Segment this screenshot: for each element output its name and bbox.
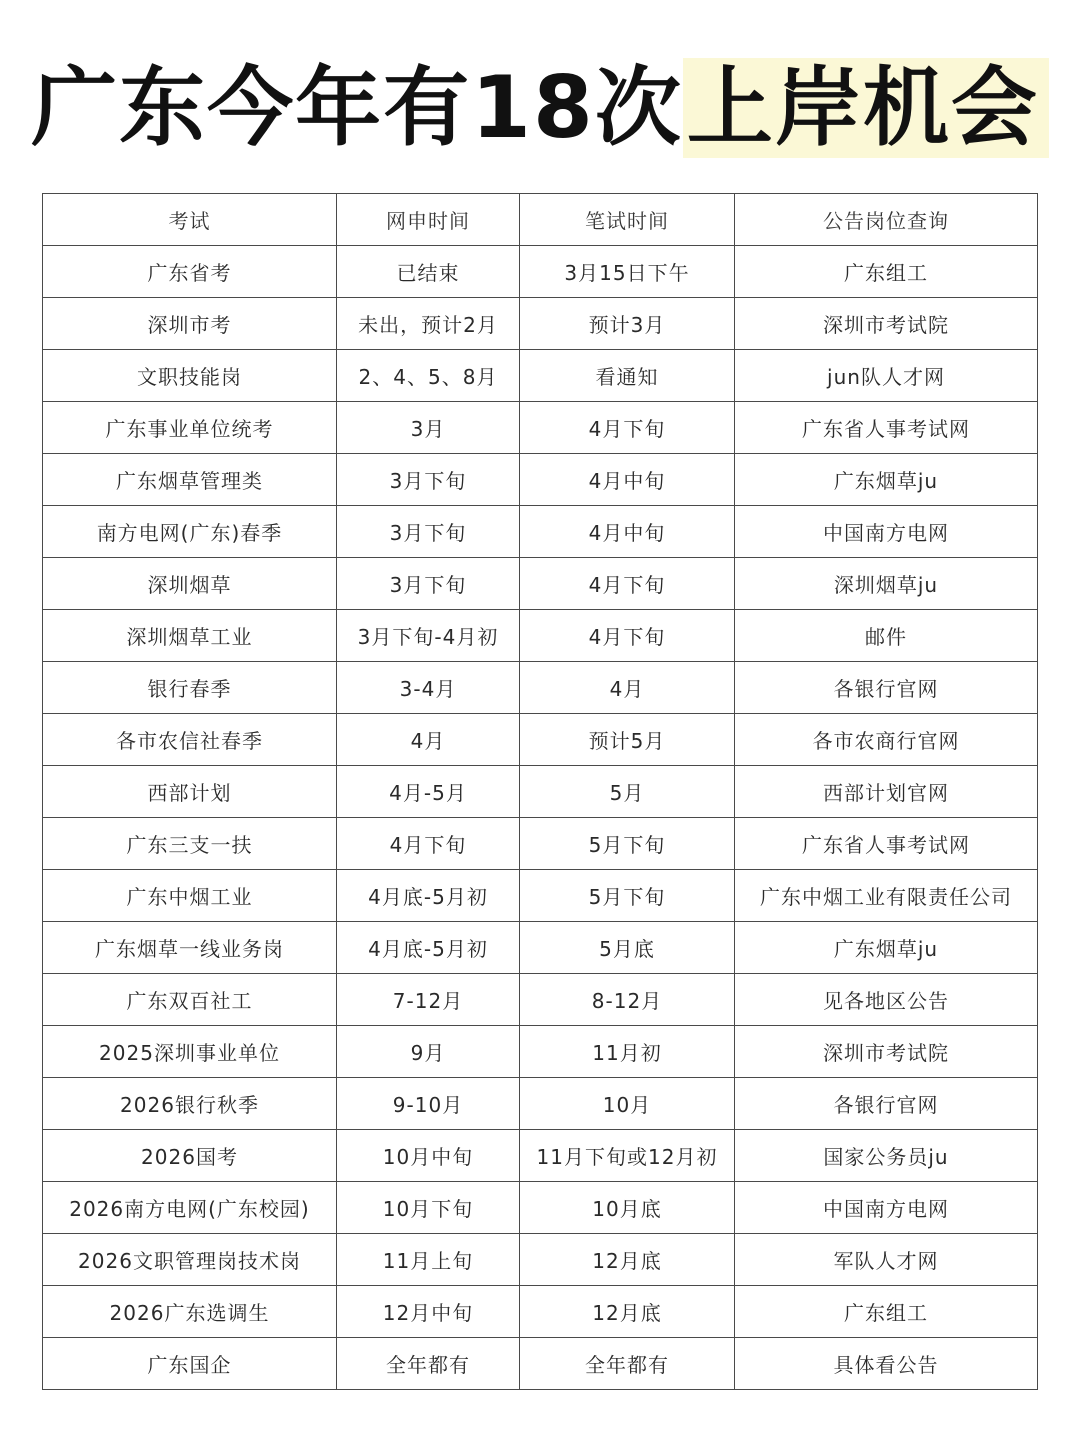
header-exam: 考试: [43, 194, 337, 246]
cell-announcement-query: 具体看公告: [735, 1338, 1038, 1390]
cell-announcement-query: 各市农商行官网: [735, 714, 1038, 766]
cell-exam: 银行春季: [43, 662, 337, 714]
table-row: [43, 350, 1038, 402]
cell-announcement-query: 见各地区公告: [735, 974, 1038, 1026]
cell-exam: 深圳烟草: [43, 558, 337, 610]
cell-exam: 广东中烟工业: [43, 870, 337, 922]
cell-written-test-time: 全年都有: [520, 1338, 735, 1390]
table-row: [43, 714, 1038, 766]
cell-exam: 2026国考: [43, 1130, 337, 1182]
table-row: [43, 766, 1038, 818]
cell-written-test-time: 12月底: [520, 1286, 735, 1338]
table-row: [43, 454, 1038, 506]
cell-written-test-time: 预计5月: [520, 714, 735, 766]
cell-written-test-time: 4月中旬: [520, 454, 735, 506]
exam-schedule-table: [42, 193, 1038, 1390]
table-row: [43, 506, 1038, 558]
cell-exam: 深圳烟草工业: [43, 610, 337, 662]
table-row: [43, 1286, 1038, 1338]
cell-announcement-query: jun队人才网: [735, 350, 1038, 402]
cell-exam: 2026广东选调生: [43, 1286, 337, 1338]
cell-exam: 2026银行秋季: [43, 1078, 337, 1130]
cell-exam: 广东事业单位统考: [43, 402, 337, 454]
cell-exam: 广东双百社工: [43, 974, 337, 1026]
cell-announcement-query: 中国南方电网: [735, 1182, 1038, 1234]
cell-written-test-time: 10月: [520, 1078, 735, 1130]
cell-application-time: 11月上旬: [337, 1234, 520, 1286]
cell-written-test-time: 5月底: [520, 922, 735, 974]
table-body: [43, 246, 1038, 1390]
header-written-test-time: 笔试时间: [520, 194, 735, 246]
cell-written-test-time: 4月中旬: [520, 506, 735, 558]
table-row: [43, 1234, 1038, 1286]
page-title: [0, 58, 1080, 158]
cell-application-time: 12月中旬: [337, 1286, 520, 1338]
cell-exam: 广东三支一扶: [43, 818, 337, 870]
cell-application-time: 9月: [337, 1026, 520, 1078]
table-header-row: [43, 194, 1038, 246]
cell-application-time: 4月: [337, 714, 520, 766]
cell-application-time: 4月-5月: [337, 766, 520, 818]
cell-exam: 文职技能岗: [43, 350, 337, 402]
cell-written-test-time: 12月底: [520, 1234, 735, 1286]
cell-application-time: 3月: [337, 402, 520, 454]
table-row: [43, 246, 1038, 298]
table-row: [43, 402, 1038, 454]
cell-application-time: 3月下旬-4月初: [337, 610, 520, 662]
table-row: [43, 1182, 1038, 1234]
cell-announcement-query: 各银行官网: [735, 662, 1038, 714]
cell-announcement-query: 广东省人事考试网: [735, 818, 1038, 870]
cell-exam: 西部计划: [43, 766, 337, 818]
cell-written-test-time: 10月底: [520, 1182, 735, 1234]
cell-application-time: 7-12月: [337, 974, 520, 1026]
cell-announcement-query: 广东烟草ju: [735, 922, 1038, 974]
cell-application-time: 2、4、5、8月: [337, 350, 520, 402]
cell-application-time: 未出，预计2月: [337, 298, 520, 350]
cell-application-time: 3-4月: [337, 662, 520, 714]
cell-exam: 广东烟草管理类: [43, 454, 337, 506]
cell-announcement-query: 中国南方电网: [735, 506, 1038, 558]
header-announcement-query: 公告岗位查询: [735, 194, 1038, 246]
cell-exam: 广东烟草一线业务岗: [43, 922, 337, 974]
cell-application-time: 10月下旬: [337, 1182, 520, 1234]
cell-announcement-query: 军队人才网: [735, 1234, 1038, 1286]
cell-written-test-time: 5月下旬: [520, 870, 735, 922]
cell-announcement-query: 深圳市考试院: [735, 298, 1038, 350]
table-row: [43, 1130, 1038, 1182]
cell-exam: 深圳市考: [43, 298, 337, 350]
cell-application-time: 10月中旬: [337, 1130, 520, 1182]
table-row: [43, 922, 1038, 974]
cell-written-test-time: 4月下旬: [520, 558, 735, 610]
cell-application-time: 4月底-5月初: [337, 922, 520, 974]
cell-written-test-time: 8-12月: [520, 974, 735, 1026]
cell-announcement-query: 广东组工: [735, 1286, 1038, 1338]
table-row: [43, 1026, 1038, 1078]
cell-announcement-query: 广东中烟工业有限责任公司: [735, 870, 1038, 922]
cell-announcement-query: 广东烟草ju: [735, 454, 1038, 506]
cell-announcement-query: 邮件: [735, 610, 1038, 662]
cell-application-time: 3月下旬: [337, 558, 520, 610]
table-row: [43, 974, 1038, 1026]
cell-announcement-query: 广东组工: [735, 246, 1038, 298]
table-row: [43, 662, 1038, 714]
cell-exam: 2026文职管理岗技术岗: [43, 1234, 337, 1286]
cell-written-test-time: 4月下旬: [520, 610, 735, 662]
header-application-time: 网申时间: [337, 194, 520, 246]
cell-exam: 2025深圳事业单位: [43, 1026, 337, 1078]
cell-application-time: 4月底-5月初: [337, 870, 520, 922]
title-highlight: 上岸机会: [683, 58, 1049, 158]
cell-application-time: 3月下旬: [337, 506, 520, 558]
cell-written-test-time: 预计3月: [520, 298, 735, 350]
cell-application-time: 9-10月: [337, 1078, 520, 1130]
table-row: [43, 1338, 1038, 1390]
cell-written-test-time: 看通知: [520, 350, 735, 402]
table-row: [43, 558, 1038, 610]
cell-written-test-time: 5月: [520, 766, 735, 818]
cell-written-test-time: 11月下旬或12月初: [520, 1130, 735, 1182]
table-row: [43, 870, 1038, 922]
table-row: [43, 1078, 1038, 1130]
cell-exam: 南方电网(广东)春季: [43, 506, 337, 558]
title-main: 广东今年有18次: [31, 58, 683, 158]
cell-application-time: 3月下旬: [337, 454, 520, 506]
cell-announcement-query: 广东省人事考试网: [735, 402, 1038, 454]
cell-written-test-time: 5月下旬: [520, 818, 735, 870]
cell-written-test-time: 4月下旬: [520, 402, 735, 454]
cell-application-time: 4月下旬: [337, 818, 520, 870]
cell-exam: 各市农信社春季: [43, 714, 337, 766]
cell-announcement-query: 各银行官网: [735, 1078, 1038, 1130]
table-row: [43, 818, 1038, 870]
cell-written-test-time: 11月初: [520, 1026, 735, 1078]
cell-announcement-query: 西部计划官网: [735, 766, 1038, 818]
cell-announcement-query: 国家公务员ju: [735, 1130, 1038, 1182]
cell-application-time: 已结束: [337, 246, 520, 298]
table-row: [43, 298, 1038, 350]
cell-written-test-time: 3月15日下午: [520, 246, 735, 298]
table-row: [43, 610, 1038, 662]
cell-exam: 广东国企: [43, 1338, 337, 1390]
cell-exam: 广东省考: [43, 246, 337, 298]
cell-written-test-time: 4月: [520, 662, 735, 714]
cell-announcement-query: 深圳市考试院: [735, 1026, 1038, 1078]
cell-announcement-query: 深圳烟草ju: [735, 558, 1038, 610]
cell-application-time: 全年都有: [337, 1338, 520, 1390]
cell-exam: 2026南方电网(广东校园): [43, 1182, 337, 1234]
